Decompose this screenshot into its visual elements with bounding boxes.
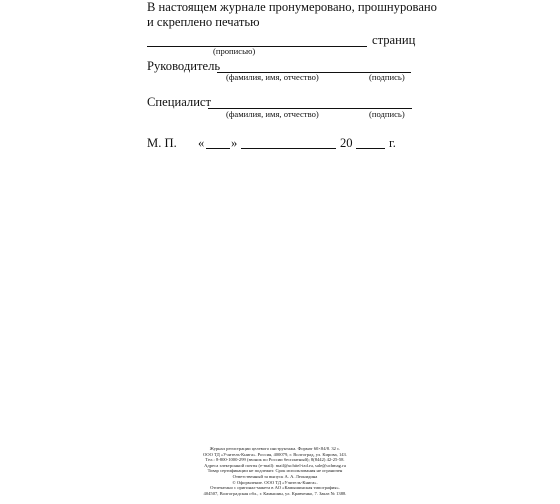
imprint-line: © Оформление. ООО ТД «Учитель-Книга». — [232, 479, 318, 485]
head-label: Руководитель — [147, 59, 221, 73]
seal-place-label: М. П. — [147, 136, 177, 150]
date-month-blank[interactable] — [241, 148, 336, 149]
imprint-line: Журнал регистрации целевого инструктажа. Формат 60×84/8. 32 с. — [209, 446, 341, 451]
pages-unit-label: страниц — [372, 33, 416, 47]
date-year-blank[interactable] — [356, 148, 385, 149]
pages-count-blank[interactable] — [147, 46, 367, 47]
statement-line-1: В настоящем журнале пронумеровано, прошнуровано — [147, 0, 437, 14]
specialist-name-hint: (фамилия, имя, отчество) — [226, 109, 319, 119]
publisher-imprint — [140, 446, 410, 496]
imprint-line: Адреса электронной почты (e-mail): mail@uchitel-izd.ru, sale@uchmag.ru — [204, 462, 346, 468]
imprint-line: Ответственный за выпуск А. А. Леонидина — [232, 473, 318, 479]
head-sign-hint: (подпись) — [369, 72, 405, 82]
imprint-line: Отпечатано с оригинал-макета в АО «Камышинская типография». — [210, 485, 340, 491]
date-year-prefix: 20 — [340, 136, 353, 150]
imprint-line: Товар сертификации не подлежит. Срок использования не ограничен — [207, 468, 343, 474]
statement-line-2: и скреплено печатью — [147, 15, 260, 29]
date-close-quote: » — [231, 136, 238, 150]
imprint-line: ООО ТД «Учитель-Книга». Россия, 400079, г. Волгоград, ул. Кирова, 143. — [202, 451, 347, 457]
imprint-line: Тел.: 8-800-1000-299 (звонок по России бесплатный); 8(8442) 42-25-58. — [205, 457, 345, 463]
date-open-quote: « — [198, 136, 205, 150]
date-year-suffix: г. — [389, 136, 396, 150]
head-name-hint: (фамилия, имя, отчество) — [226, 72, 319, 82]
date-day-blank[interactable] — [206, 148, 230, 149]
specialist-sign-hint: (подпись) — [369, 109, 405, 119]
pages-hint: (прописью) — [213, 46, 256, 56]
specialist-label: Специалист — [147, 95, 212, 109]
imprint-line: 404507, Волгоградская обл., г. Камышин, ул. Кравченко, 7. Заказ № 1388. — [203, 490, 347, 496]
